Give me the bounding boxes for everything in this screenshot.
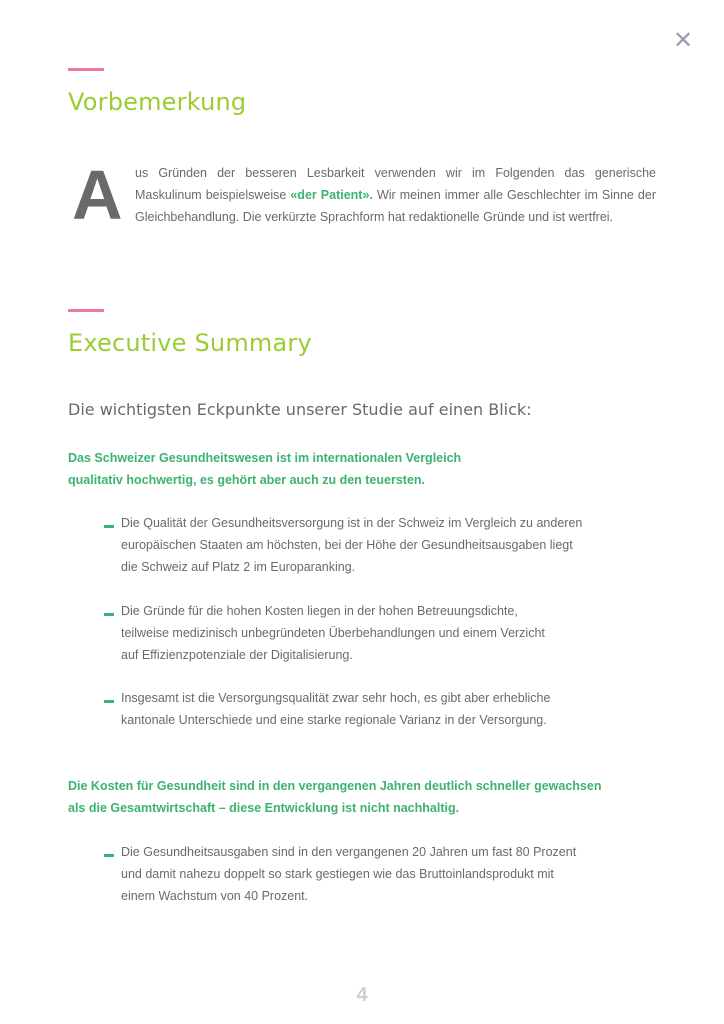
summary-heading: Executive Summary bbox=[68, 329, 312, 357]
bullet-dash bbox=[104, 854, 114, 857]
drop-cap: A bbox=[72, 156, 123, 234]
list-item: Die Gründe für die hohen Kosten liegen in der hohen Betreuungsdichte, teilweise medizinisch unbegründeten Überbehandlungen und einem Verzicht auf Effizienzpotenziale der Digitalisierung. bbox=[121, 604, 545, 662]
prelude-text: us Gründen der besseren Lesbarkeit verwenden wir im Folgenden das generische Maskulinum beispielsweise «der Patient». Wir meinen immer alle Geschlechter im Sinne der Gleichbehandlung. Die verkürzte Sprachform hat redaktionelle Gründe und ist wertfrei. bbox=[135, 166, 656, 224]
bullet-dash bbox=[104, 613, 114, 616]
page-number: 4 bbox=[356, 984, 368, 1006]
close-icon[interactable]: ✕ bbox=[672, 27, 694, 54]
bullet-dash bbox=[104, 700, 114, 703]
bullet-dash bbox=[104, 525, 114, 528]
section-accent-bar bbox=[68, 68, 104, 71]
key-finding-2: Die Kosten für Gesundheit sind in den vergangenen Jahren deutlich schneller gewachsen als die Gesamtwirtschaft – diese Entwicklung ist nicht nachhaltig. bbox=[68, 779, 602, 815]
list-item: Die Gesundheitsausgaben sind in den vergangenen 20 Jahren um fast 80 Prozent und damit nahezu doppelt so stark gestiegen wie das Bruttoinlandsprodukt mit einem Wachstum von 40 Prozent. bbox=[121, 845, 577, 903]
list-item: Insgesamt ist die Versorgungsqualität zwar sehr hoch, es gibt aber erhebliche kantonale Unterschiede und eine starke regionale Varianz in der Versorgung. bbox=[121, 691, 551, 727]
prelude-heading: Vorbemerkung bbox=[68, 88, 247, 116]
prelude-highlight: «der Patient». bbox=[290, 188, 373, 202]
section-accent-bar bbox=[68, 309, 104, 312]
list-item: Die Qualität der Gesundheitsversorgung ist in der Schweiz im Vergleich zu anderen europäischen Staaten am höchsten, bei der Höhe der Gesundheitsausgaben liegt die Schweiz auf Platz 2 im Europaranking. bbox=[121, 516, 583, 574]
summary-intro: Die wichtigsten Eckpunkte unserer Studie auf einen Blick: bbox=[68, 400, 532, 419]
key-finding-1: Das Schweizer Gesundheitswesen ist im internationalen Vergleich qualitativ hochwertig, es gehört aber auch zu den teuersten. bbox=[68, 451, 462, 487]
